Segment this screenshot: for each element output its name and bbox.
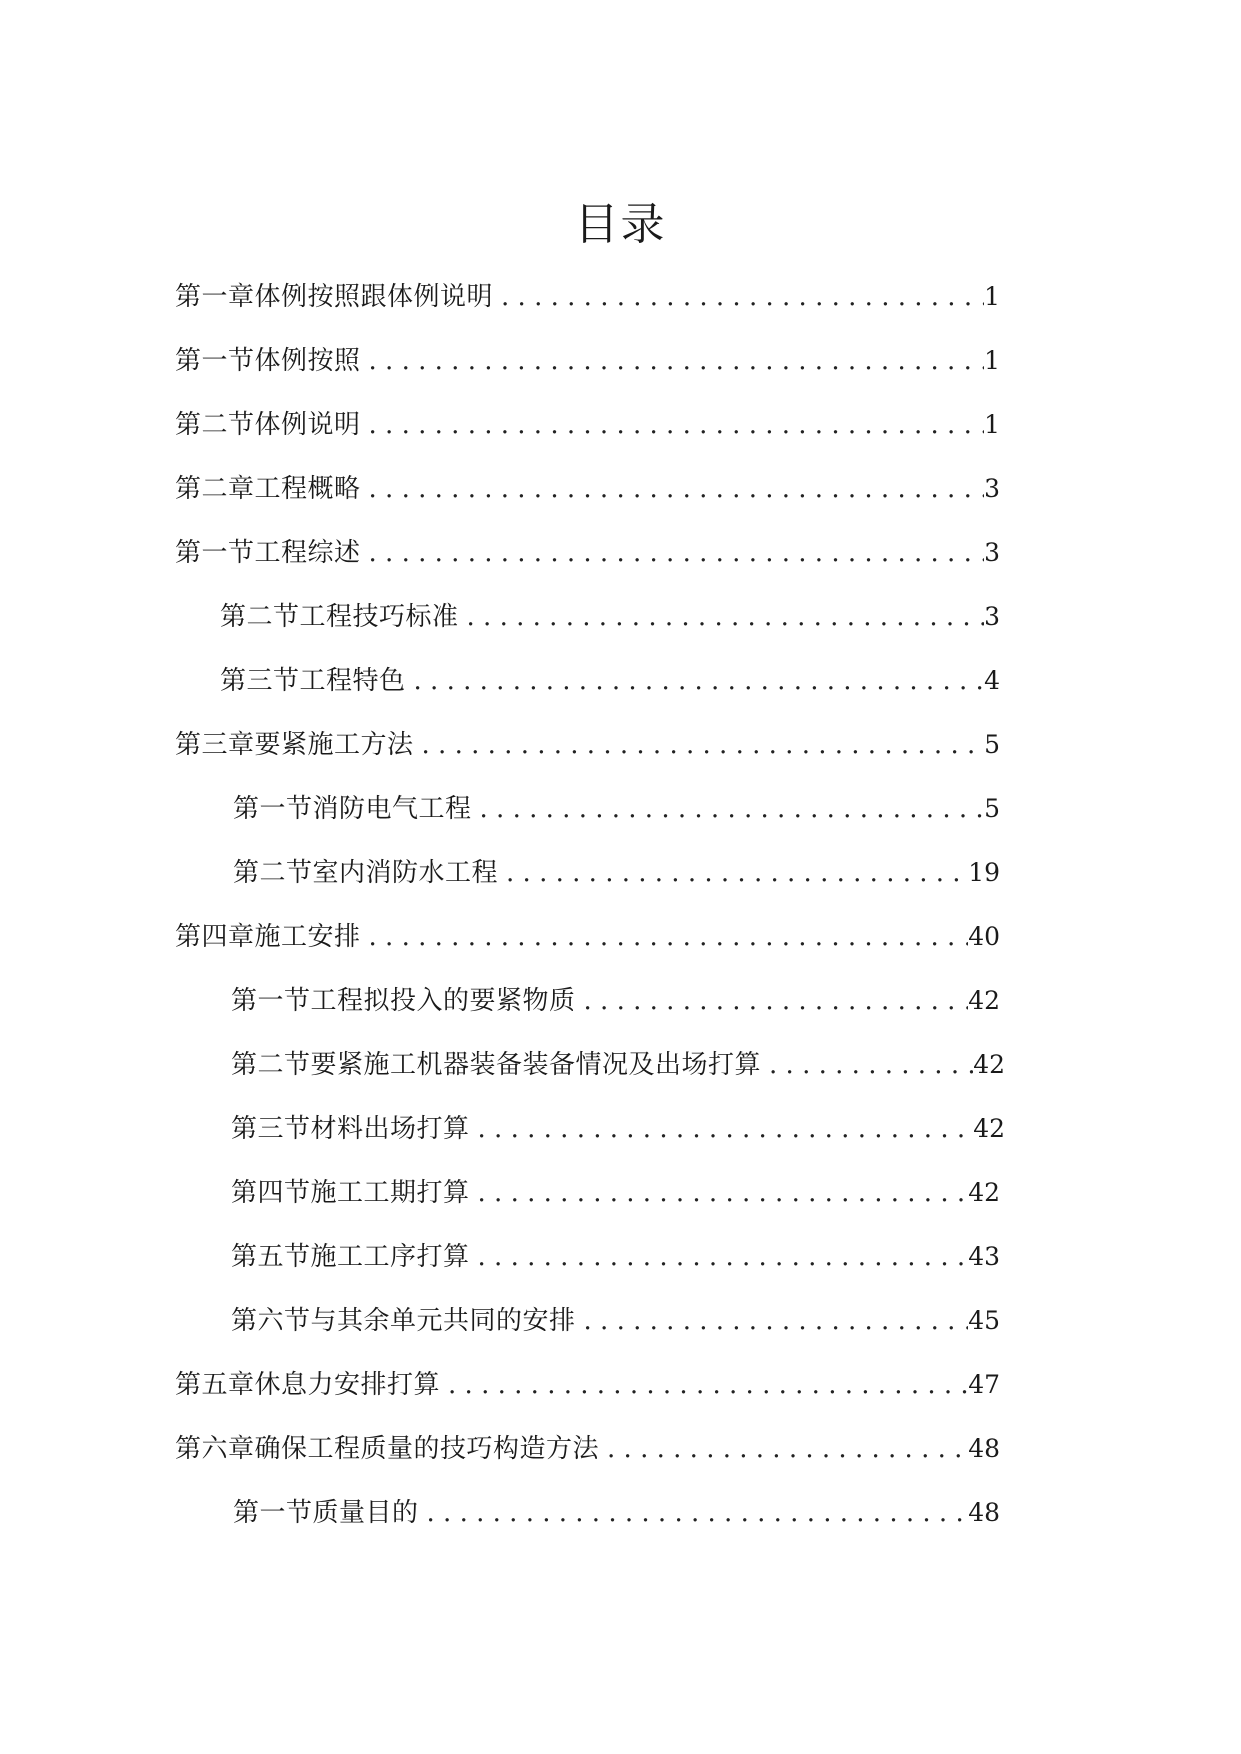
- toc-entry-page: 4: [984, 666, 1000, 695]
- toc-entry[interactable]: [175, 469, 1000, 509]
- toc-entry-label: 第一节消防电气工程: [233, 794, 472, 824]
- dot-leader: [361, 533, 985, 573]
- toc-entry[interactable]: [231, 981, 1000, 1021]
- toc-entry[interactable]: [175, 917, 1000, 957]
- dot-leader: [470, 1237, 969, 1277]
- toc-entry[interactable]: [233, 789, 1000, 829]
- dot-leader: [419, 1493, 969, 1533]
- toc-entry-page: 42: [973, 1050, 1005, 1079]
- toc-entry-page: 45: [968, 1306, 1000, 1335]
- dot-leader: [576, 1301, 969, 1341]
- toc-entry-label: 第四章施工安排: [175, 922, 361, 952]
- toc-entry-page: 1: [984, 282, 1000, 311]
- dot-leader: [470, 1173, 969, 1213]
- dot-leader: [470, 1109, 974, 1149]
- dot-leader: [414, 725, 985, 765]
- toc-entry-page: 43: [968, 1242, 1000, 1271]
- toc-entry[interactable]: [231, 1301, 1000, 1341]
- dot-leader: [761, 1045, 973, 1085]
- dot-leader: [459, 597, 985, 637]
- toc-entry[interactable]: [175, 533, 1000, 573]
- toc-entry-page: 5: [984, 730, 1000, 759]
- toc-entry[interactable]: [175, 341, 1000, 381]
- toc-entry-label: 第六节与其余单元共同的安排: [231, 1306, 576, 1336]
- toc-entry-label: 第二节要紧施工机器装备装备情况及出场打算: [231, 1050, 762, 1080]
- toc-entry-page: 3: [984, 538, 1000, 567]
- toc-entry-label: 第二节室内消防水工程: [233, 858, 499, 888]
- toc-entry[interactable]: [175, 277, 1000, 317]
- toc-entry-label: 第一节体例按照: [175, 346, 361, 376]
- toc-entry[interactable]: [231, 1237, 1000, 1277]
- toc-entry[interactable]: [220, 661, 1000, 701]
- toc-entry-page: 42: [973, 1114, 1005, 1143]
- toc-entry[interactable]: [175, 1365, 1000, 1405]
- toc-entry[interactable]: [231, 1109, 1005, 1149]
- toc-entry-label: 第三章要紧施工方法: [175, 730, 414, 760]
- dot-leader: [472, 789, 985, 829]
- toc-entry[interactable]: [175, 1429, 1000, 1469]
- toc-entry[interactable]: [220, 597, 1000, 637]
- toc-entry-label: 第一节质量目的: [233, 1498, 419, 1528]
- dot-leader: [361, 469, 985, 509]
- toc-entry-page: 47: [968, 1370, 1000, 1399]
- toc-entry-page: 48: [968, 1434, 1000, 1463]
- dot-leader: [440, 1365, 968, 1405]
- toc-entry-label: 第六章确保工程质量的技巧构造方法: [175, 1434, 600, 1464]
- dot-leader: [576, 981, 969, 1021]
- toc-entry-page: 3: [984, 602, 1000, 631]
- toc-entry-label: 第五章休息力安排打算: [175, 1370, 441, 1400]
- toc-entry[interactable]: [175, 405, 1000, 445]
- toc-entry-label: 第一节工程拟投入的要紧物质: [231, 986, 576, 1016]
- toc-entry-label: 第一章体例按照跟体例说明: [175, 282, 494, 312]
- toc-entry-label: 第三节材料出场打算: [231, 1114, 470, 1144]
- toc-entry-page: 42: [968, 986, 1000, 1015]
- toc-entry[interactable]: [231, 1173, 1000, 1213]
- toc-entry-label: 第二章工程概略: [175, 474, 361, 504]
- toc-entry-page: 1: [984, 346, 1000, 375]
- dot-leader: [493, 277, 984, 317]
- toc-entry[interactable]: [175, 725, 1000, 765]
- dot-leader: [361, 341, 985, 381]
- toc-entry-page: 42: [968, 1178, 1000, 1207]
- dot-leader: [406, 661, 985, 701]
- page-title: 目录: [574, 199, 667, 250]
- toc-entry-page: 3: [984, 474, 1000, 503]
- toc-entry[interactable]: [233, 853, 1000, 893]
- toc-entry[interactable]: [231, 1045, 1005, 1085]
- dot-leader: [361, 917, 969, 957]
- toc-entry-page: 48: [968, 1498, 1000, 1527]
- dot-leader: [361, 405, 985, 445]
- toc-entry-label: 第二节工程技巧标准: [220, 602, 459, 632]
- dot-leader: [498, 853, 968, 893]
- toc-entry-label: 第四节施工工期打算: [231, 1178, 470, 1208]
- toc-entry[interactable]: [233, 1493, 1000, 1533]
- toc-entry-page: 40: [968, 922, 1000, 951]
- toc-entry-label: 第三节工程特色: [220, 666, 406, 696]
- toc-entry-label: 第一节工程综述: [175, 538, 361, 568]
- dot-leader: [599, 1429, 968, 1469]
- toc-entry-page: 5: [984, 794, 1000, 823]
- toc-entry-label: 第五节施工工序打算: [231, 1242, 470, 1272]
- toc-entry-page: 1: [984, 410, 1000, 439]
- toc-entry-label: 第二节体例说明: [175, 410, 361, 440]
- toc-entry-page: 19: [968, 858, 1000, 887]
